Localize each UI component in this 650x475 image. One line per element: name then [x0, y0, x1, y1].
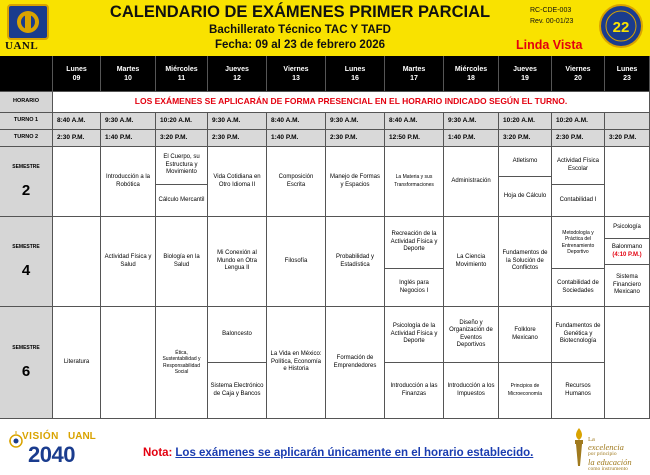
- subject-cell: [605, 307, 650, 419]
- semestre-word: SEMESTRE: [12, 243, 40, 250]
- subject-cell: Administración: [444, 147, 499, 217]
- subject-cell: Psicología: [605, 217, 650, 239]
- subject-cell: Fundamentos de la Solución de Conflictos: [499, 217, 552, 307]
- subject-cell: Sistema Electrónico de Caja y Bancos: [208, 363, 267, 419]
- day-date: 13: [292, 74, 300, 82]
- subject-cell: Composición Escrita: [267, 147, 326, 217]
- header: [0, 0, 650, 56]
- turno-time: 2:30 P.M.: [326, 130, 385, 147]
- subject-cell: Actividad Física Escolar: [552, 147, 605, 185]
- day-header: [444, 56, 499, 92]
- day-header: [326, 56, 385, 92]
- note-text: Los exámenes se aplicarán únicamente en el horario establecido.: [175, 447, 534, 459]
- day-name: Martes: [116, 65, 140, 73]
- subject-cell: [101, 307, 156, 419]
- subject-cell: Recreación de la Actividad Física y Deporte: [385, 217, 444, 269]
- subject-cell: Manejo de Formas y Espacios: [326, 147, 385, 217]
- turno-time: 3:20 P.M.: [605, 130, 650, 147]
- semestre-number: 6: [21, 363, 31, 381]
- day-name: Viernes: [565, 65, 591, 73]
- day-date: 18: [467, 74, 475, 82]
- special-time: (4:10 P.M.): [612, 251, 642, 258]
- slogan-line: excelencia: [588, 441, 624, 452]
- subject-cell: Filosofía: [267, 217, 326, 307]
- semestre-word: SEMESTRE: [12, 163, 40, 170]
- turno-time: 10:20 A.M.: [499, 113, 552, 130]
- subject-cell: Atletismo: [499, 147, 552, 177]
- uanl-logo-text: UANL: [5, 40, 39, 52]
- slogan-line: La: [588, 436, 595, 443]
- day-header: [208, 56, 267, 92]
- day-name: Miércoles: [454, 65, 488, 73]
- day-name: Jueves: [513, 65, 537, 73]
- date-range: Fecha: 09 al 23 de febrero 2026: [214, 39, 386, 51]
- turno-time: 12:50 P.M.: [385, 130, 444, 147]
- day-name: Viernes: [283, 65, 309, 73]
- subject-cell: [53, 217, 101, 307]
- subject-cell: Introducción a las Finanzas: [385, 363, 444, 419]
- turno-time: 2:30 P.M.: [552, 130, 605, 147]
- semestre-word: SEMESTRE: [12, 344, 40, 351]
- day-name: Lunes: [66, 65, 87, 73]
- day-date: 12: [233, 74, 241, 82]
- vision-uanl: UANL: [68, 431, 96, 442]
- day-header: [53, 56, 101, 92]
- day-name: Miércoles: [165, 65, 198, 73]
- turno-time: 8:40 A.M.: [385, 113, 444, 130]
- revision-line: Rev. 00-01/23: [530, 18, 574, 25]
- subject-cell: [605, 147, 650, 217]
- turno-time: 3:20 P.M.: [156, 130, 208, 147]
- day-header: [552, 56, 605, 92]
- slogan-line: la educación: [588, 456, 632, 467]
- day-date: 20: [574, 74, 582, 82]
- code-line: RC-CDE-003: [530, 7, 572, 14]
- subject-cell: Introducción a la Robótica: [101, 147, 156, 217]
- page-title: CALENDARIO DE EXÁMENES PRIMER PARCIAL: [109, 3, 491, 21]
- subject-name: Balonmano: [611, 244, 643, 250]
- turno-time: 10:20 A.M.: [156, 113, 208, 130]
- day-date: 19: [521, 74, 529, 82]
- day-name: Martes: [402, 65, 426, 73]
- turno-time: 9:30 A.M.: [326, 113, 385, 130]
- footer: [0, 420, 650, 475]
- turno-time: 3:20 P.M.: [499, 130, 552, 147]
- badge-number: 22: [612, 19, 630, 36]
- semestre-6-label: [0, 307, 53, 419]
- day-date: 23: [623, 74, 631, 82]
- page-subtitle: Bachillerato Técnico TAC Y TAFD: [209, 24, 391, 36]
- subject-cell: Hoja de Cálculo: [499, 177, 552, 217]
- turno-time: 9:30 A.M.: [101, 113, 156, 130]
- subject-cell: [605, 239, 650, 265]
- day-name: Lunes: [344, 65, 366, 73]
- semestre-number: 4: [21, 262, 31, 280]
- turno-time: 9:30 A.M.: [208, 113, 267, 130]
- day-date: 17: [410, 74, 418, 82]
- day-name: Jueves: [225, 65, 249, 73]
- subject-cell: Biología en la Salud: [156, 217, 208, 307]
- subject-cell: Contabilidad de Sociedades: [552, 269, 605, 307]
- semestre-2-label: [0, 147, 53, 217]
- subject-cell: Ética, Sustentabilidad y Responsabilidad Social: [156, 307, 208, 419]
- turno-2-label: TURNO 2: [0, 130, 53, 147]
- semestre-4-label: [0, 217, 53, 307]
- day-date: 09: [72, 74, 81, 82]
- subject-cell: Cálculo Mercantil: [156, 185, 208, 217]
- turno-time: 8:40 A.M.: [267, 113, 326, 130]
- subject-cell: Folklore Mexicano: [499, 307, 552, 363]
- slogan: [588, 436, 648, 474]
- turno-time: 2:30 P.M.: [53, 130, 101, 147]
- anniversary-badge-icon: [598, 3, 644, 49]
- subject-cell: Inglés para Negocios I: [385, 269, 444, 307]
- footer-note: [143, 447, 533, 459]
- torch-icon: [570, 426, 588, 468]
- corner-cell: [0, 56, 53, 92]
- day-name: Lunes: [616, 65, 638, 73]
- subject-cell: Fundamentos de Genética y Biotecnología: [552, 307, 605, 363]
- subject-cell: Diseño y Organización de Eventos Deportivos: [444, 307, 499, 363]
- subject-cell: Contabilidad I: [552, 185, 605, 217]
- subject-cell: Mi Conexión al Mundo en Otra Lengua II: [208, 217, 267, 307]
- turno-time: 1:40 P.M.: [267, 130, 326, 147]
- turno-time: 10:20 A.M.: [552, 113, 605, 130]
- subject-cell: Actividad Física y Salud: [101, 217, 156, 307]
- turno-time: 1:40 P.M.: [444, 130, 499, 147]
- vision-year: 2040: [28, 442, 75, 467]
- horario-label: HORARIO: [0, 92, 53, 113]
- subject-cell: Metodología y Práctica del Entrenamiento Deportivo: [552, 217, 605, 269]
- day-date: 10: [124, 74, 132, 82]
- turno-time: 2:30 P.M.: [208, 130, 267, 147]
- semestre-number: 2: [21, 182, 31, 200]
- subject-cell: Formación de Emprendedores: [326, 307, 385, 419]
- vision-word: VISIÓN: [22, 431, 59, 442]
- document-code: [530, 5, 573, 27]
- day-date: 16: [351, 74, 359, 82]
- subject-cell: Principios de Microeconomía: [499, 363, 552, 419]
- subject-cell: Sistema Financiero Mexicano: [605, 265, 650, 307]
- subject-cell: Introducción a los Impuestos: [444, 363, 499, 419]
- note-label: Nota:: [143, 447, 173, 459]
- subject-cell: Literatura: [53, 307, 101, 419]
- turno-time: 9:30 A.M.: [444, 113, 499, 130]
- subject-cell: Recursos Humanos: [552, 363, 605, 419]
- slogan-line: como instrumento: [588, 466, 628, 472]
- subject-cell: [53, 147, 101, 217]
- day-header: [156, 56, 208, 92]
- subject-cell: La Materia y sus Transformaciones: [385, 147, 444, 217]
- subject-cell: El Cuerpo, su Estructura y Movimiento: [156, 147, 208, 185]
- subject-cell: La Ciencia Movimiento: [444, 217, 499, 307]
- day-header: [101, 56, 156, 92]
- horario-banner: LOS EXÁMENES SE APLICARÁN DE FORMA PRESENCIAL EN EL HORARIO INDICADO SEGÚN EL TURNO.: [53, 92, 650, 113]
- campus-name: Linda Vista: [516, 38, 583, 52]
- subject-cell: Baloncesto: [208, 307, 267, 363]
- day-header: [385, 56, 444, 92]
- schedule-table: [0, 56, 650, 419]
- day-header: [499, 56, 552, 92]
- subject-cell: Psicología de la Actividad Física y Deporte: [385, 307, 444, 363]
- slogan-line: por principio: [588, 451, 617, 457]
- turno-1-label: TURNO 1: [0, 113, 53, 130]
- day-header: [605, 56, 650, 92]
- day-date: 11: [177, 74, 186, 82]
- turno-time: [605, 113, 650, 130]
- uanl-shield-icon: [6, 3, 50, 41]
- subject-cell: Vida Cotidiana en Otro Idioma II: [208, 147, 267, 217]
- turno-time: 1:40 P.M.: [101, 130, 156, 147]
- day-header: [267, 56, 326, 92]
- turno-time: 8:40 A.M.: [53, 113, 101, 130]
- subject-cell: La Vida en México: Política, Economía e Historia: [267, 307, 326, 419]
- subject-cell: Probabilidad y Estadística: [326, 217, 385, 307]
